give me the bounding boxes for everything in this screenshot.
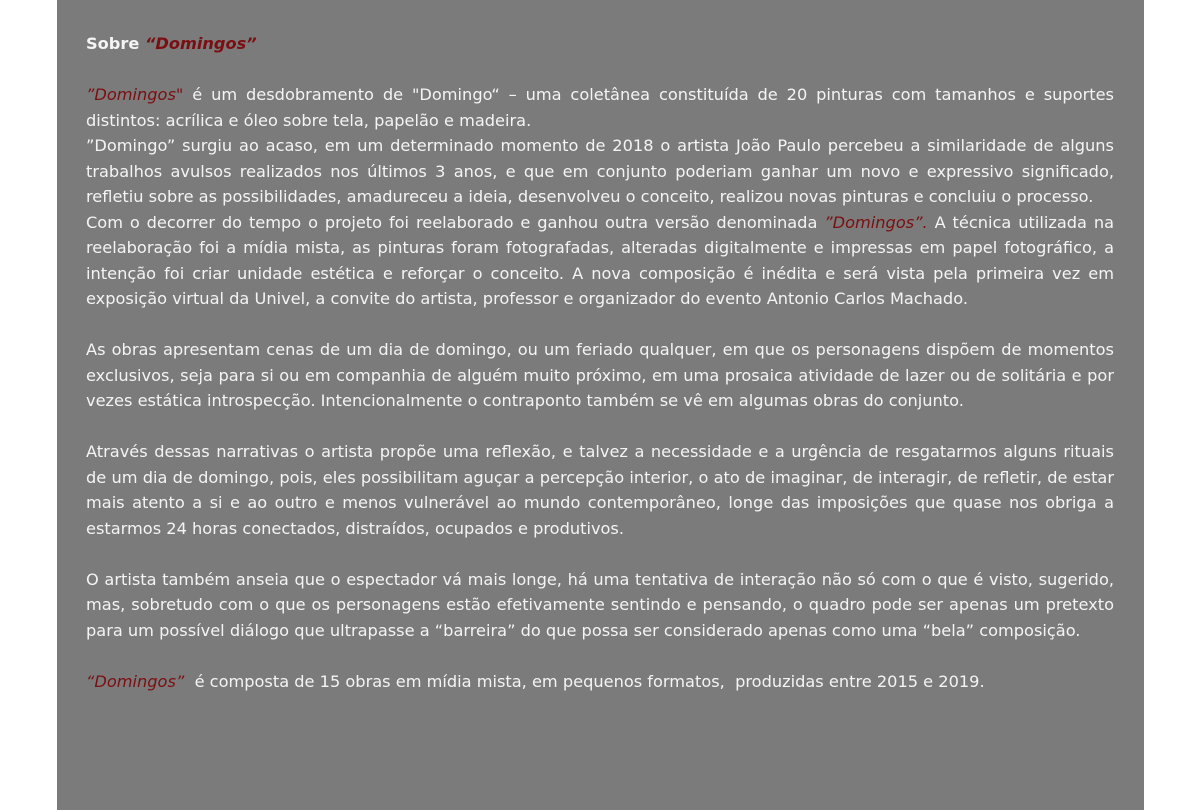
paragraph-reflection: Através dessas narrativas o artista propõe uma reflexão, e talvez a necessidade e a urgência de resgatarmos alguns rituais de um dia de domingo, pois, eles possibilitam aguçar a percepção interior, o ato de imaginar, de interagir, de refletir, de estar mais atento a si e ao outro e menos vulnerável ao mundo contemporâneo, longe das imposições que quase nos obriga a estarmos 24 horas conectados, distraídos, ocupados e produtivos. xyxy=(86,442,1114,538)
intro-text-c1: Com o decorrer do tempo o projeto foi reelaborado e ganhou outra versão denominada xyxy=(86,212,825,232)
spacer xyxy=(86,414,1114,440)
summary-name-highlight: “Domingos” xyxy=(86,671,185,691)
spacer xyxy=(86,57,1114,83)
title-prefix: Sobre xyxy=(86,34,145,53)
intro-text-c2: A técnica utilizada na reelaboração foi a mídia mista, as pinturas foram fotografadas, alteradas digitalmente e impressas em papel fotográfico, a intenção foi criar unidade estética e reforçar o conceito. A nova composição é inédita e será vista pela primeira vez em exposição virtual da Univel, a convite do artista, professor e organizador do evento Antonio Carlos Machado. xyxy=(86,212,1115,308)
paragraph-interaction: O artista também anseia que o espectador vá mais longe, há uma tentativa de interação não só com o que é visto, sugerido, mas, sobretudo com o que os personagens estão efetivamente sentindo e pensando, o quadro pode ser apenas um pretexto para um possível diálogo que ultrapasse a “barreira” do que possa ser considerado apenas como uma “bela” composição. xyxy=(86,569,1114,640)
paragraph-intro-b: ”Domingo” surgiu ao acaso, em um determinado momento de 2018 o artista João Paulo percebeu a similaridade de alguns trabalhos avulsos realizados nos últimos 3 anos, e que em conjunto poderiam ganhar um novo e expressivo significado, refletiu sobre as possibilidades, amadureceu a ideia, desenvolveu o conceito, realizou novas pinturas e concluiu o processo. xyxy=(86,136,1114,206)
title-name: “Domingos” xyxy=(144,34,257,53)
paragraph-summary xyxy=(86,669,1114,695)
intro-name-highlight-2: ”Domingos”. xyxy=(824,212,928,232)
page-title xyxy=(86,31,1114,57)
intro-text-a: é um desdobramento de "Domingo“ – uma coletânea constituída de 20 pinturas com tamanhos e suportes distintos: acrílica e óleo sobre tela, papelão e madeira. xyxy=(86,85,1114,130)
text-panel xyxy=(57,0,1144,810)
paragraph-scenes: As obras apresentam cenas de um dia de domingo, ou um feriado qualquer, em que os personagens dispõem de momentos exclusivos, seja para si ou em companhia de alguém muito próximo, em uma prosaica atividade de lazer ou de solitária e por vezes estática introspecção. Intencionalmente o contraponto também se vê em algumas obras do conjunto. xyxy=(86,340,1114,410)
paragraph-intro-c xyxy=(86,210,1114,312)
paragraph-intro-a xyxy=(86,82,1114,133)
spacer xyxy=(86,312,1114,338)
spacer xyxy=(86,541,1114,567)
spacer xyxy=(86,643,1114,669)
intro-name-highlight: ”Domingos" xyxy=(86,85,184,104)
summary-text: é composta de 15 obras em mídia mista, em pequenos formatos, produzidas entre 2015 e 2019. xyxy=(184,671,985,691)
